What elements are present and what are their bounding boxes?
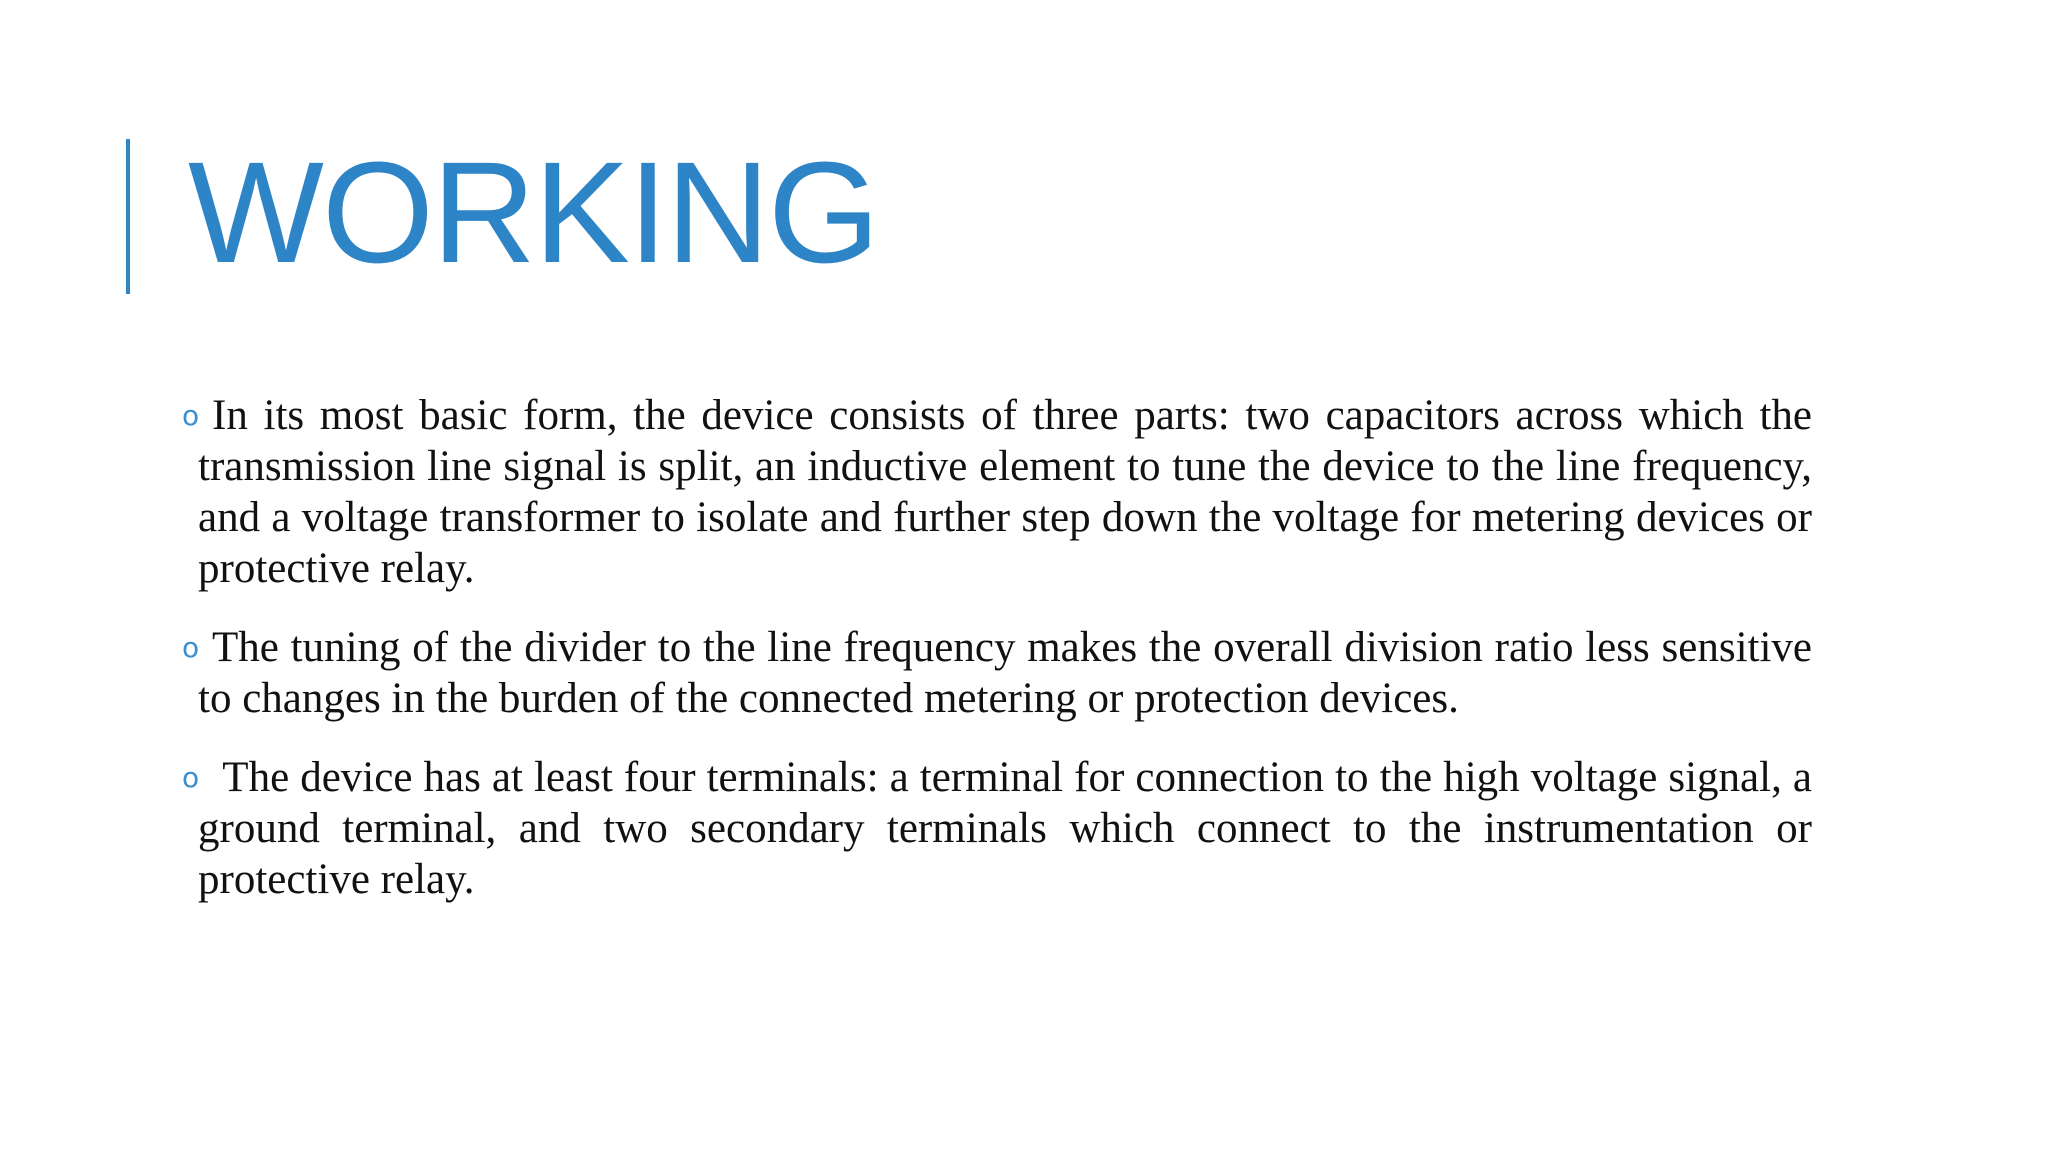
hollow-circle-bullet-icon: o <box>182 631 200 664</box>
bullet-text <box>198 390 1812 594</box>
list-item <box>182 622 1812 724</box>
hollow-circle-bullet-icon: o <box>182 399 200 432</box>
bullet-text-content: The tuning of the divider to the line frequency makes the overall division ratio less sensitive to changes in the burden of the connected metering or protection devices. <box>198 624 1812 722</box>
bullet-text-content: In its most basic form, the device consists of three parts: two capacitors across which the transmission line signal is split, an inductive element to tune the device to the line frequency, and a voltage transformer to isolate and further step down the voltage for metering devices or protective relay. <box>198 392 1812 592</box>
slide-title: WORKING <box>188 132 878 293</box>
bullet-text <box>198 752 1812 905</box>
bullet-list <box>182 390 1812 933</box>
hollow-circle-bullet-icon: o <box>182 761 200 794</box>
list-item <box>182 752 1812 905</box>
bullet-text-content: The device has at least four terminals: a terminal for connection to the high voltage signal, a ground terminal, and two secondary terminals which connect to the instrumentation or protective relay. <box>198 754 1812 903</box>
bullet-text <box>198 622 1812 724</box>
title-accent-bar <box>126 139 130 294</box>
list-item <box>182 390 1812 594</box>
